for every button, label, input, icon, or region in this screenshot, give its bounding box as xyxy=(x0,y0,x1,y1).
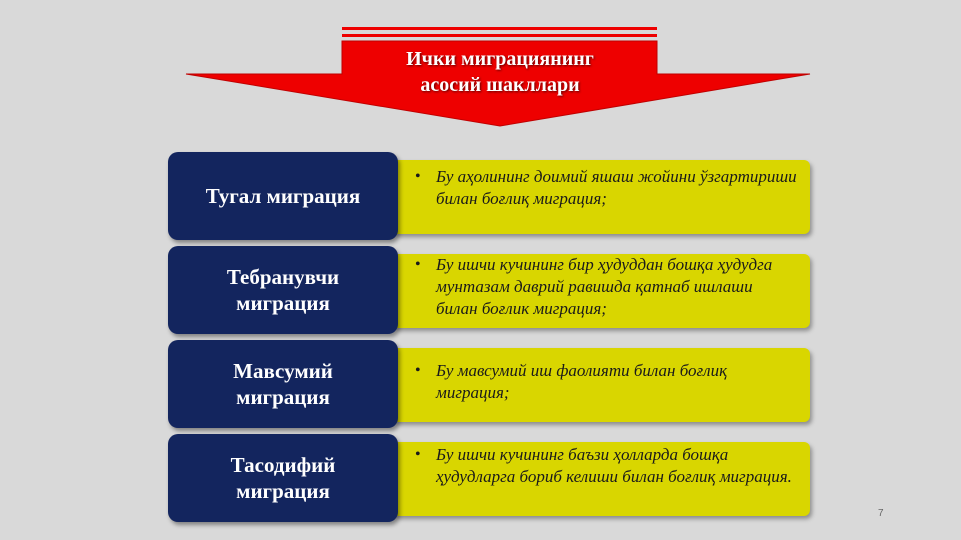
migration-description xyxy=(415,444,798,488)
migration-type-box xyxy=(168,246,398,334)
migration-row-pendulum xyxy=(0,246,961,336)
migration-type-label-line1: Мавсумий xyxy=(233,359,333,383)
migration-description-text: Бу аҳолининг доимий яшаш жойини ўзгартириши билан боғлиқ миграция; xyxy=(436,167,797,208)
bullet-marker: • xyxy=(415,446,421,463)
migration-type-box xyxy=(168,340,398,428)
migration-description-text: Бу ишчи кучининг бир ҳудуддан бошқа ҳудудга мунтазам даврий равишда қатнаб ишлаши билан боғлик миграция; xyxy=(436,255,773,318)
migration-description xyxy=(415,254,798,320)
bullet-marker: • xyxy=(415,362,421,379)
migration-type-label-line1: Тебранувчи xyxy=(226,265,340,289)
migration-row-seasonal xyxy=(0,340,961,430)
migration-type-label-line2: миграция xyxy=(236,385,330,409)
migration-row-occasional xyxy=(0,434,961,524)
bullet-marker: • xyxy=(415,168,421,185)
header-stripe-top xyxy=(342,27,657,30)
migration-description-text: Бу ишчи кучининг баъзи ҳолларда бошқа ҳудудларга бориб келиши билан боғлиқ миграция. xyxy=(436,445,792,486)
page-number: 7 xyxy=(878,508,884,519)
migration-type-label-line1: Тугал миграция xyxy=(205,184,361,208)
bullet-marker: • xyxy=(415,256,421,273)
migration-description xyxy=(415,360,798,404)
header-title-line1: Ички миграциянинг xyxy=(406,48,594,70)
migration-type-box xyxy=(168,434,398,522)
migration-type-box xyxy=(168,152,398,240)
migration-description xyxy=(415,166,798,210)
header-title xyxy=(352,46,648,98)
migration-type-label-line2: миграция xyxy=(236,291,330,315)
migration-type-label-line1: Тасодифий xyxy=(230,453,336,477)
migration-type-label-line2: миграция xyxy=(236,479,330,503)
header-title-line2: асосий шакллари xyxy=(420,74,580,96)
migration-description-text: Бу мавсумий иш фаолияти билан боғлиқ миграция; xyxy=(436,361,728,402)
header-stripe-mid xyxy=(342,34,657,37)
migration-row-permanent xyxy=(0,152,961,242)
